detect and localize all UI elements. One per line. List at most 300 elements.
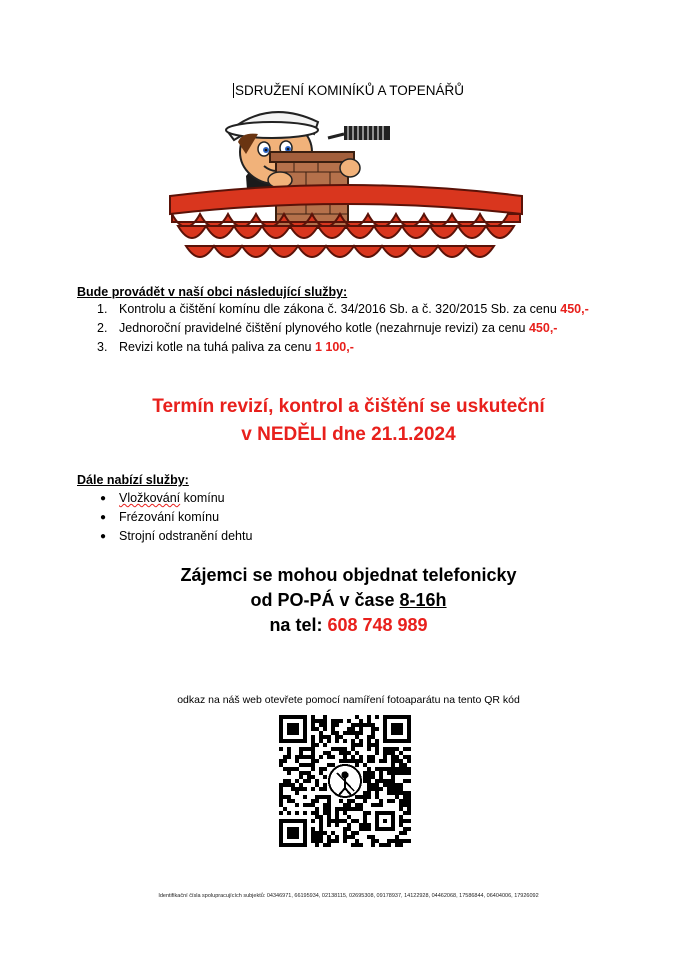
qr-module — [359, 803, 363, 807]
qr-module — [387, 791, 391, 795]
qr-module — [355, 715, 359, 719]
qr-module — [355, 759, 359, 763]
qr-module — [327, 739, 331, 743]
qr-module — [407, 771, 411, 775]
qr-module — [355, 831, 359, 835]
qr-module — [379, 771, 383, 775]
qr-module — [355, 763, 359, 767]
qr-module — [311, 819, 315, 823]
qr-module — [351, 755, 355, 759]
extra-services-heading: Dále nabízí služby: — [77, 473, 189, 487]
qr-module — [335, 731, 339, 735]
qr-module — [367, 779, 371, 783]
qr-module — [407, 803, 411, 807]
list-item — [100, 527, 252, 546]
qr-module — [315, 759, 319, 763]
qr-module — [335, 719, 339, 723]
qr-module — [391, 783, 395, 787]
qr-module — [295, 759, 299, 763]
qr-module — [355, 743, 359, 747]
qr-module — [303, 787, 307, 791]
qr-module — [303, 747, 307, 751]
qr-module — [375, 739, 379, 743]
qr-module — [347, 731, 351, 735]
qr-module — [291, 799, 295, 803]
qr-module — [375, 783, 379, 787]
qr-module — [323, 783, 327, 787]
list-number: 3. — [97, 340, 108, 354]
qr-module — [375, 795, 379, 799]
qr-module — [391, 775, 395, 779]
qr-module — [379, 799, 383, 803]
qr-module — [379, 803, 383, 807]
qr-module — [355, 843, 359, 847]
qr-module — [279, 783, 283, 787]
qr-module — [339, 751, 343, 755]
qr-module — [355, 731, 359, 735]
qr-module — [367, 787, 371, 791]
qr-module — [319, 795, 323, 799]
qr-module — [339, 799, 343, 803]
qr-module — [407, 755, 411, 759]
qr-module — [375, 743, 379, 747]
qr-module — [319, 815, 323, 819]
qr-module — [367, 715, 371, 719]
qr-module — [363, 827, 367, 831]
qr-module — [407, 827, 411, 831]
roof-icon — [170, 185, 522, 257]
qr-module — [399, 839, 403, 843]
qr-module — [367, 835, 371, 839]
qr-module — [391, 787, 395, 791]
qr-module — [387, 783, 391, 787]
qr-module — [399, 819, 403, 823]
qr-module — [395, 791, 399, 795]
qr-module — [323, 803, 327, 807]
qr-module — [339, 735, 343, 739]
qr-module — [403, 779, 407, 783]
qr-module — [383, 759, 387, 763]
contact-phone-label: na tel: — [269, 615, 328, 635]
qr-module — [303, 763, 307, 767]
qr-module — [347, 835, 351, 839]
qr-module — [391, 771, 395, 775]
qr-module — [335, 819, 339, 823]
qr-module — [315, 795, 319, 799]
qr-module — [383, 767, 387, 771]
extra-service-text: Strojní odstranění dehtu — [119, 529, 253, 543]
qr-module — [391, 791, 395, 795]
qr-module — [359, 827, 363, 831]
qr-module — [387, 779, 391, 783]
qr-module — [387, 839, 391, 843]
qr-module — [311, 775, 315, 779]
qr-module — [323, 723, 327, 727]
contact-hours-label: od PO-PÁ v čase — [250, 590, 400, 610]
brush-icon — [328, 126, 390, 140]
qr-module — [319, 735, 323, 739]
qr-module — [307, 755, 311, 759]
qr-module — [315, 783, 319, 787]
list-item — [100, 508, 252, 527]
qr-module — [359, 759, 363, 763]
contact-hours: 8-16h — [399, 590, 447, 610]
qr-module — [367, 783, 371, 787]
qr-code-icon[interactable] — [279, 715, 411, 847]
qr-module — [343, 807, 347, 811]
qr-module — [299, 747, 303, 751]
service-price: 450,- — [528, 321, 558, 335]
qr-module — [407, 795, 411, 799]
qr-module — [323, 727, 327, 731]
qr-module — [399, 787, 403, 791]
service-price: 1 100,- — [314, 340, 354, 354]
qr-module — [371, 731, 375, 735]
qr-module — [391, 751, 395, 755]
qr-module — [287, 755, 291, 759]
qr-module — [351, 819, 355, 823]
qr-module — [379, 843, 383, 847]
qr-module — [283, 795, 287, 799]
qr-module — [371, 743, 375, 747]
qr-module — [343, 755, 347, 759]
qr-module — [383, 779, 387, 783]
qr-module — [311, 787, 315, 791]
qr-module — [311, 735, 315, 739]
qr-module — [311, 723, 315, 727]
bullet-icon: ● — [100, 512, 107, 523]
list-number: 2. — [97, 321, 108, 335]
qr-module — [403, 839, 407, 843]
qr-module — [287, 811, 291, 815]
qr-module — [403, 795, 407, 799]
qr-module — [395, 835, 399, 839]
qr-module — [311, 799, 315, 803]
qr-module — [331, 831, 335, 835]
qr-module — [363, 791, 367, 795]
qr-module — [371, 803, 375, 807]
qr-module — [335, 739, 339, 743]
qr-module — [399, 751, 403, 755]
announcement-line-2: v NEDĚLI dne 21.1.2024 — [241, 424, 456, 445]
qr-module — [335, 815, 339, 819]
qr-module — [351, 731, 355, 735]
qr-module — [319, 787, 323, 791]
qr-module — [343, 751, 347, 755]
qr-module — [323, 743, 327, 747]
qr-module — [363, 723, 367, 727]
qr-module — [283, 779, 287, 783]
qr-module — [355, 735, 359, 739]
qr-module — [367, 775, 371, 779]
qr-module — [335, 747, 339, 751]
qr-module — [403, 791, 407, 795]
qr-module — [315, 839, 319, 843]
qr-module — [279, 759, 283, 763]
qr-module — [319, 819, 323, 823]
qr-module — [403, 819, 407, 823]
qr-module — [391, 839, 395, 843]
qr-module — [315, 815, 319, 819]
qr-module — [399, 823, 403, 827]
bullet-icon: ● — [100, 493, 107, 504]
qr-module — [279, 799, 283, 803]
extra-service-text: komínu — [180, 491, 225, 505]
qr-module — [359, 843, 363, 847]
qr-module — [327, 823, 331, 827]
qr-module — [335, 823, 339, 827]
qr-module — [339, 819, 343, 823]
qr-logo-icon — [329, 765, 361, 797]
qr-module — [371, 843, 375, 847]
qr-module — [343, 831, 347, 835]
qr-module — [351, 835, 355, 839]
qr-module — [287, 783, 291, 787]
qr-module — [375, 751, 379, 755]
qr-module — [363, 763, 367, 767]
qr-module — [399, 831, 403, 835]
qr-module — [279, 811, 283, 815]
qr-module — [327, 751, 331, 755]
qr-module — [363, 815, 367, 819]
qr-module — [307, 779, 311, 783]
contact-block — [0, 563, 697, 638]
qr-module — [291, 767, 295, 771]
qr-module — [311, 727, 315, 731]
qr-module — [351, 807, 355, 811]
qr-module — [287, 751, 291, 755]
qr-module — [327, 803, 331, 807]
qr-module — [311, 803, 315, 807]
qr-module — [367, 767, 371, 771]
qr-module — [339, 759, 343, 763]
qr-module — [351, 759, 355, 763]
qr-module — [371, 727, 375, 731]
qr-module — [327, 763, 331, 767]
qr-module — [307, 771, 311, 775]
qr-module — [371, 723, 375, 727]
qr-module — [331, 839, 335, 843]
qr-module — [347, 719, 351, 723]
page-title — [0, 83, 697, 98]
qr-module — [299, 751, 303, 755]
qr-module — [399, 815, 403, 819]
qr-module — [335, 735, 339, 739]
qr-module — [387, 747, 391, 751]
list-item — [97, 319, 589, 338]
qr-module — [403, 811, 407, 815]
qr-module — [359, 823, 363, 827]
qr-module — [327, 843, 331, 847]
qr-module — [371, 759, 375, 763]
qr-module — [359, 795, 363, 799]
qr-module — [391, 747, 395, 751]
qr-module — [371, 771, 375, 775]
qr-module — [343, 839, 347, 843]
qr-module — [363, 795, 367, 799]
qr-module — [387, 843, 391, 847]
qr-module — [319, 755, 323, 759]
qr-module — [407, 807, 411, 811]
qr-module — [303, 803, 307, 807]
qr-module — [375, 791, 379, 795]
qr-module — [359, 739, 363, 743]
qr-module — [323, 719, 327, 723]
qr-module — [319, 823, 323, 827]
qr-module — [299, 775, 303, 779]
qr-module — [299, 755, 303, 759]
qr-module — [399, 807, 403, 811]
qr-module — [407, 791, 411, 795]
qr-module — [311, 739, 315, 743]
qr-module — [391, 779, 395, 783]
qr-module — [403, 831, 407, 835]
qr-module — [279, 795, 283, 799]
qr-module — [335, 807, 339, 811]
qr-module — [399, 783, 403, 787]
qr-module — [347, 803, 351, 807]
qr-module — [367, 823, 371, 827]
qr-module — [367, 811, 371, 815]
qr-module — [303, 771, 307, 775]
list-item — [97, 300, 589, 319]
services-heading: Bude provádět v naší obci následující služby: — [77, 285, 348, 299]
qr-module — [327, 811, 331, 815]
qr-module — [283, 759, 287, 763]
qr-module — [407, 759, 411, 763]
extra-services-list — [100, 489, 252, 546]
qr-module — [399, 799, 403, 803]
qr-module — [295, 811, 299, 815]
qr-module — [407, 779, 411, 783]
qr-module — [315, 719, 319, 723]
qr-module — [359, 723, 363, 727]
qr-module — [355, 839, 359, 843]
qr-module — [399, 767, 403, 771]
qr-module — [359, 807, 363, 811]
qr-module — [315, 843, 319, 847]
qr-module — [367, 735, 371, 739]
qr-module — [375, 803, 379, 807]
qr-module — [295, 755, 299, 759]
qr-module — [383, 751, 387, 755]
qr-module — [319, 839, 323, 843]
qr-module — [391, 767, 395, 771]
qr-module — [295, 779, 299, 783]
qr-module — [299, 783, 303, 787]
qr-module — [387, 771, 391, 775]
qr-module — [283, 783, 287, 787]
qr-module — [315, 799, 319, 803]
qr-module — [391, 763, 395, 767]
qr-module — [399, 791, 403, 795]
qr-module — [343, 803, 347, 807]
qr-module — [359, 719, 363, 723]
qr-module — [403, 771, 407, 775]
qr-module — [311, 715, 315, 719]
qr-module — [347, 807, 351, 811]
qr-module — [395, 787, 399, 791]
qr-module — [315, 743, 319, 747]
qr-module — [371, 787, 375, 791]
qr-module — [399, 771, 403, 775]
qr-module — [331, 727, 335, 731]
qr-module — [307, 803, 311, 807]
qr-module — [279, 791, 283, 795]
qr-module — [379, 767, 383, 771]
qr-module — [403, 763, 407, 767]
qr-module — [391, 799, 395, 803]
qr-module — [395, 747, 399, 751]
qr-module — [323, 715, 327, 719]
qr-module — [343, 739, 347, 743]
qr-module — [283, 767, 287, 771]
qr-module — [311, 839, 315, 843]
qr-module — [379, 787, 383, 791]
qr-module — [363, 775, 367, 779]
qr-module — [331, 819, 335, 823]
qr-module — [315, 779, 319, 783]
date-announcement — [0, 393, 697, 449]
list-number: 1. — [97, 302, 108, 316]
contact-line-1: Zájemci se mohou objednat telefonicky — [180, 565, 517, 585]
qr-module — [347, 823, 351, 827]
qr-module — [327, 815, 331, 819]
qr-module — [335, 723, 339, 727]
qr-module — [371, 839, 375, 843]
qr-module — [403, 747, 407, 751]
qr-module — [351, 831, 355, 835]
qr-module — [319, 831, 323, 835]
qr-module — [303, 811, 307, 815]
qr-module — [299, 787, 303, 791]
qr-module — [407, 747, 411, 751]
qr-module — [371, 735, 375, 739]
qr-module — [339, 747, 343, 751]
qr-module — [323, 767, 327, 771]
qr-module — [331, 719, 335, 723]
qr-module — [303, 755, 307, 759]
qr-module — [395, 771, 399, 775]
qr-module — [311, 751, 315, 755]
qr-module — [347, 799, 351, 803]
qr-module — [319, 767, 323, 771]
qr-module — [331, 763, 335, 767]
qr-module — [403, 755, 407, 759]
qr-module — [291, 787, 295, 791]
qr-module — [375, 787, 379, 791]
qr-module — [283, 755, 287, 759]
qr-module — [323, 775, 327, 779]
qr-module — [283, 807, 287, 811]
qr-module — [379, 759, 383, 763]
qr-module — [303, 779, 307, 783]
qr-module — [395, 755, 399, 759]
qr-module — [363, 779, 367, 783]
list-item — [100, 489, 252, 508]
qr-module — [383, 843, 387, 847]
qr-module — [367, 759, 371, 763]
qr-module — [327, 799, 331, 803]
qr-module — [383, 747, 387, 751]
qr-module — [391, 759, 395, 763]
qr-module — [311, 743, 315, 747]
qr-module — [339, 807, 343, 811]
qr-module — [343, 819, 347, 823]
qr-module — [407, 811, 411, 815]
qr-module — [367, 719, 371, 723]
qr-module — [371, 783, 375, 787]
